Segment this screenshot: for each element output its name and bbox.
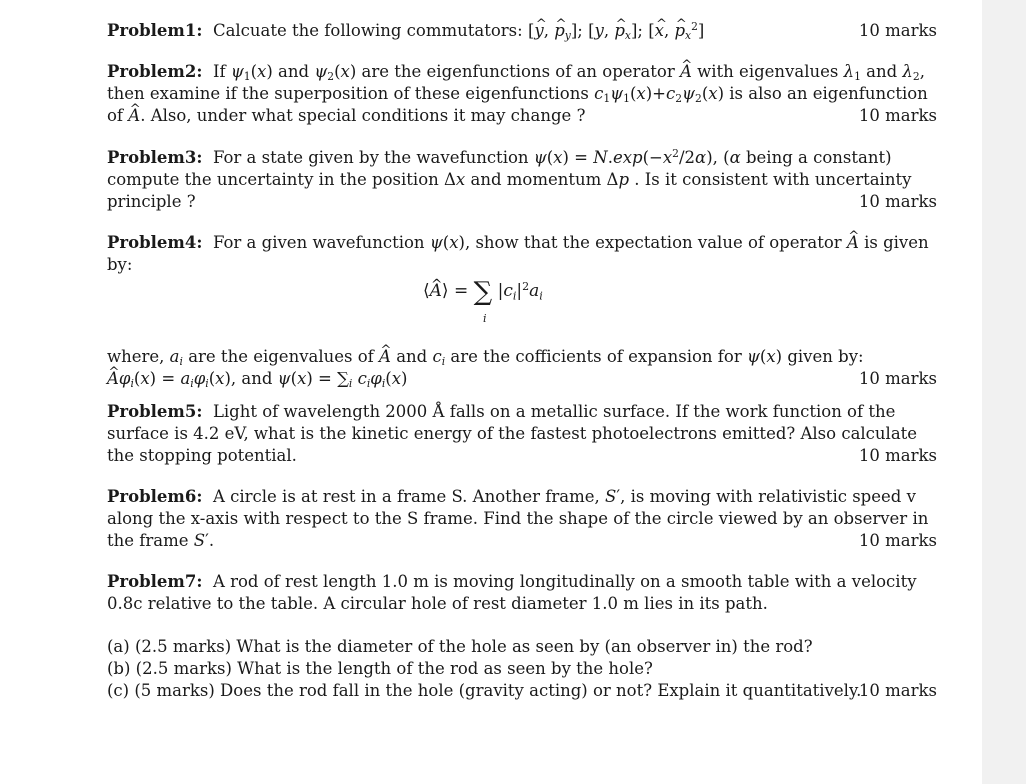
problem-label: Problem7: xyxy=(107,572,203,591)
problem-text-line-3: where, $a_i$ are the eigenvalues of ^ A and $c_i$ are the cofficients of expansion for ψ(x) given by: xyxy=(107,346,937,368)
problem-text: Calcuate the following commutators: [^ y, ^ $p_y$]; [y, ^ $p_x$]; [^ x, ^ $p_x^2$] xyxy=(208,20,705,42)
problem-text-line-1: Light of wavelength 2000 Å falls on a metallic surface. If the work function of the xyxy=(207,402,896,421)
marks: 10 marks xyxy=(858,446,937,465)
expectation-formula: ⟨^ A⟩ = ∑ $|c_i|^2a_i$ i xyxy=(107,276,937,336)
problem-text-line-1: For a state given by the wavefunction $\psi(x) = N.\exp(-x^2/2\alpha)$, (α being a constant) xyxy=(207,147,892,167)
problem-text-line-3: of ^ A. Also, under what special conditions it may change ? xyxy=(107,106,585,125)
problem-1 xyxy=(107,20,937,42)
marks: 10 marks xyxy=(858,106,937,125)
problem-text-line-2: by: xyxy=(107,255,133,274)
marks: 10 marks xyxy=(858,369,937,388)
problem-text-line-2: surface is 4.2 eV, what is the kinetic energy of the fastest photoelectrons emitted? Also calculate xyxy=(107,424,918,443)
problem-text-line-3: the frame S′. xyxy=(107,531,215,550)
part-b: (b) (2.5 marks) What is the length of the rod as seen by the hole? xyxy=(107,659,653,678)
problem-5 xyxy=(107,401,937,467)
problem-text-line-2: along the x-axis with respect to the S frame. Find the shape of the circle viewed by an observer in xyxy=(107,509,929,528)
problem-6 xyxy=(107,486,937,552)
problem-7 xyxy=(107,571,937,702)
problem-text-line-3: the stopping potential. xyxy=(107,446,297,465)
problem-parts xyxy=(107,636,937,702)
right-margin-strip xyxy=(982,0,1026,784)
problem-text-line-1: For a given wavefunction ψ(x), show that the expectation value of operator ^ A is given xyxy=(208,232,929,254)
problem-text-line-1: If $\psi_1(x)$ and $\psi_2(x)$ are the eigenfunctions of an operator ^ A with eigenvalues $\lambda_1$ and $\lambda_2$, xyxy=(208,61,925,83)
problem-label: Problem5: xyxy=(107,402,203,421)
problem-text-line-1: A circle is at rest in a frame S. Another frame, S′, is moving with relativistic speed v xyxy=(207,487,916,506)
problem-text-line-2: 0.8c relative to the table. A circular hole of rest diameter 1.0 m lies in its path. xyxy=(107,594,768,613)
problem-3 xyxy=(107,147,937,213)
marks: 10 marks xyxy=(858,681,937,700)
part-c: (c) (5 marks) Does the rod fall in the hole (gravity acting) or not? Explain it quantitatively. xyxy=(107,681,862,700)
problem-label: Problem3: xyxy=(107,148,203,167)
problem-label: Problem6: xyxy=(107,487,203,506)
problem-label: Problem2: xyxy=(107,62,203,81)
part-a: (a) (2.5 marks) What is the diameter of the hole as seen by (an observer in) the rod? xyxy=(107,637,813,656)
problem-text-line-3: principle ? xyxy=(107,192,196,211)
problem-4 xyxy=(107,232,937,390)
marks: 10 marks xyxy=(858,531,937,550)
problem-2 xyxy=(107,61,937,127)
problem-text-line-4: ^ $A\varphi_i(x) = a_i\varphi_i(x)$, and $\psi(x) = \sum_i$ $c_i\varphi_i(x)$ xyxy=(107,369,407,388)
sum-index: i xyxy=(483,312,487,325)
marks: 10 marks xyxy=(858,21,937,40)
problem-text-line-1: A rod of rest length 1.0 m is moving longitudinally on a smooth table with a velocity xyxy=(207,572,917,591)
marks: 10 marks xyxy=(858,192,937,211)
problem-text-line-2: compute the uncertainty in the position Δx and momentum Δp . Is it consistent with uncertainty xyxy=(107,170,912,189)
problem-label: Problem1: xyxy=(107,21,203,40)
problem-label: Problem4: xyxy=(107,233,203,252)
problem-sheet xyxy=(107,0,937,784)
problem-text-line-2: then examine if the superposition of these eigenfunctions $c_1\psi_1(x)+c_2\psi_2(x)$ is also an eigenfunction xyxy=(107,84,928,106)
